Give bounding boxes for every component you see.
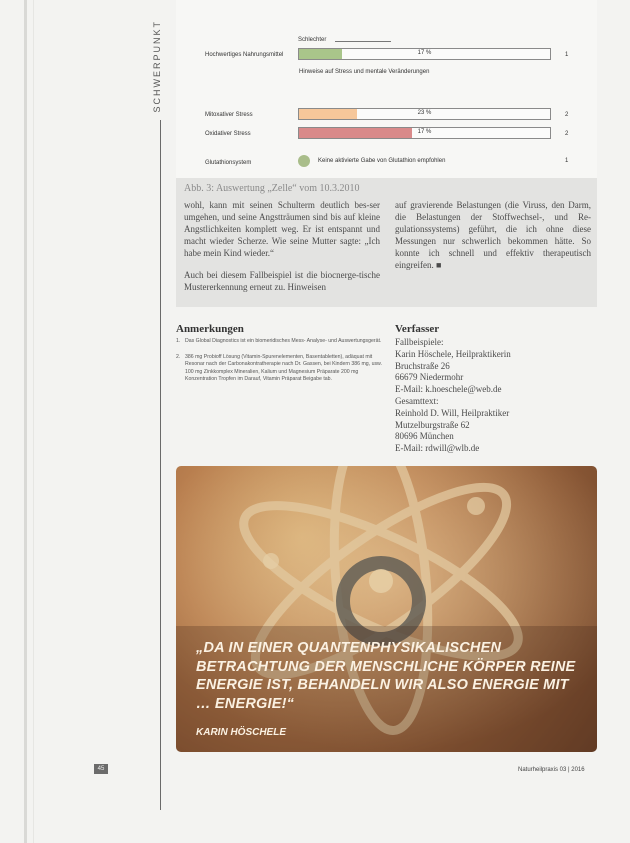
note-text: 386 mg Probioff Lösung (Vitamin-Spurenelementen, Basentabletten), adäquat mit Resonar nach der Carbonakontratherapie nach Dr. Gassen, bei Kindern 386 mg, usw. 100 mg Zinkkomplex Mineralien, Kalium und Magnesium Präparate 200 mg Konzentration Tropfen im Darauf, Vitamin Präparat Beigabe tab. [185,353,382,383]
binding-edge-line [33,0,34,843]
note-number: 2. [176,353,181,360]
chart-bar-value: 17 % [417,129,432,135]
chart-row-text: Keine aktivierte Gabe von Glutathion empfohlen [318,158,446,164]
paragraph: Auch bei diesem Fallbeispiel ist die biocnerge-tische Mustererkennung erneut zu. Hinweisen [184,270,380,292]
paragraph: wohl, kann mit seinen Schulterm deutlich bes-ser umgehen, und seine Angstträumen sind bis auf kleine Angstlichkeiten komplett weg. Er ist entspannt und macht wieder Scherze. Wie seine Mutter sagte: „Ich habe mein Kind wieder.“ [184,200,380,258]
chart-note: Hinweise auf Stress und mentale Veränderungen [299,69,430,75]
chart-row-label: Oxidativer Stress [205,131,251,137]
section-rule [160,120,161,810]
note-item [176,338,386,346]
footer-journal: Naturheilpraxis 03 | 2016 [518,767,585,773]
chart-bar [298,127,551,139]
chart-row-label: Hochwertiges Nahrungsmittel [205,52,284,58]
author-line: E-Mail: k.hoeschele@web.de [395,384,502,395]
author-line: 80696 München [395,431,454,442]
author-line: 66679 Niedermohr [395,372,464,383]
chart-row-label: Mitoxativer Stress [205,112,253,118]
author-line: Fallbeispiele: [395,337,444,347]
binding-edge [24,0,27,843]
chart-row-score: 2 [565,112,569,118]
paragraph: auf gravierende Belastungen (die Viruss, den Darm, die Belastungen der Stoffwechsel-, und Re-gulationssystems) geführt, die ich ohne diese Messungen nur schwerlich bekommen hätte. So konnte ich schnell und effektiv therapeutisch eingreifen. ■ [395,200,591,270]
chart-row-score: 1 [565,52,569,58]
authors-heading: Verfasser [395,323,440,335]
chart-row-score: 2 [565,131,569,137]
pull-quote: „DA IN EINER QUANTENPHYSIKALISCHEN BETRACHTUNG DER MENSCHLICHE KÖRPER REINE ENERGIE IST, BEHANDELN WIR ALSO ENERGIE MIT … ENERGIE!“ [196,640,576,712]
section-label: SCHWERPUNKT [152,20,162,113]
chart-row-score: 1 [565,158,569,164]
notes-heading: Anmerkungen [176,323,244,335]
chart-bar [298,108,551,120]
chart-row-label: Glutathionsystem [205,160,252,166]
author-line: Karin Höschele, Heilpraktikerin [395,348,511,359]
note-number: 1. [176,338,181,344]
status-dot-icon [298,155,310,167]
quote-image [176,466,597,752]
author-line: E-Mail: rdwill@wlb.de [395,443,480,454]
chart-bar [298,48,551,60]
quote-author: KARIN HÖSCHELE [196,727,287,738]
note-text: Das Global Diagnostics ist ein biomeridisches Mess- Analyse- und Auswertungsgerät. [185,338,382,344]
chart-legend-label: Schlechter [298,37,327,43]
author-line: Mutzelburgstraße 62 [395,419,470,430]
body-column-left [184,199,380,303]
measurement-chart [176,0,597,178]
notes-list [176,338,386,392]
body-column-right [395,199,591,281]
chart-legend-line [335,41,391,42]
chart-bar-value: 17 % [417,50,432,56]
page-number: 45 [94,764,108,774]
author-line: Bruchstraße 26 [395,360,450,371]
author-line: Gesamttext: [395,395,439,406]
note-item [176,354,386,384]
chart-bar-value: 23 % [417,110,432,116]
authors-block [395,337,511,455]
author-line: Reinhold D. Will, Heilpraktiker [395,407,510,418]
figure-caption: Abb. 3: Auswertung „Zelle“ vom 10.3.2010 [184,183,360,194]
